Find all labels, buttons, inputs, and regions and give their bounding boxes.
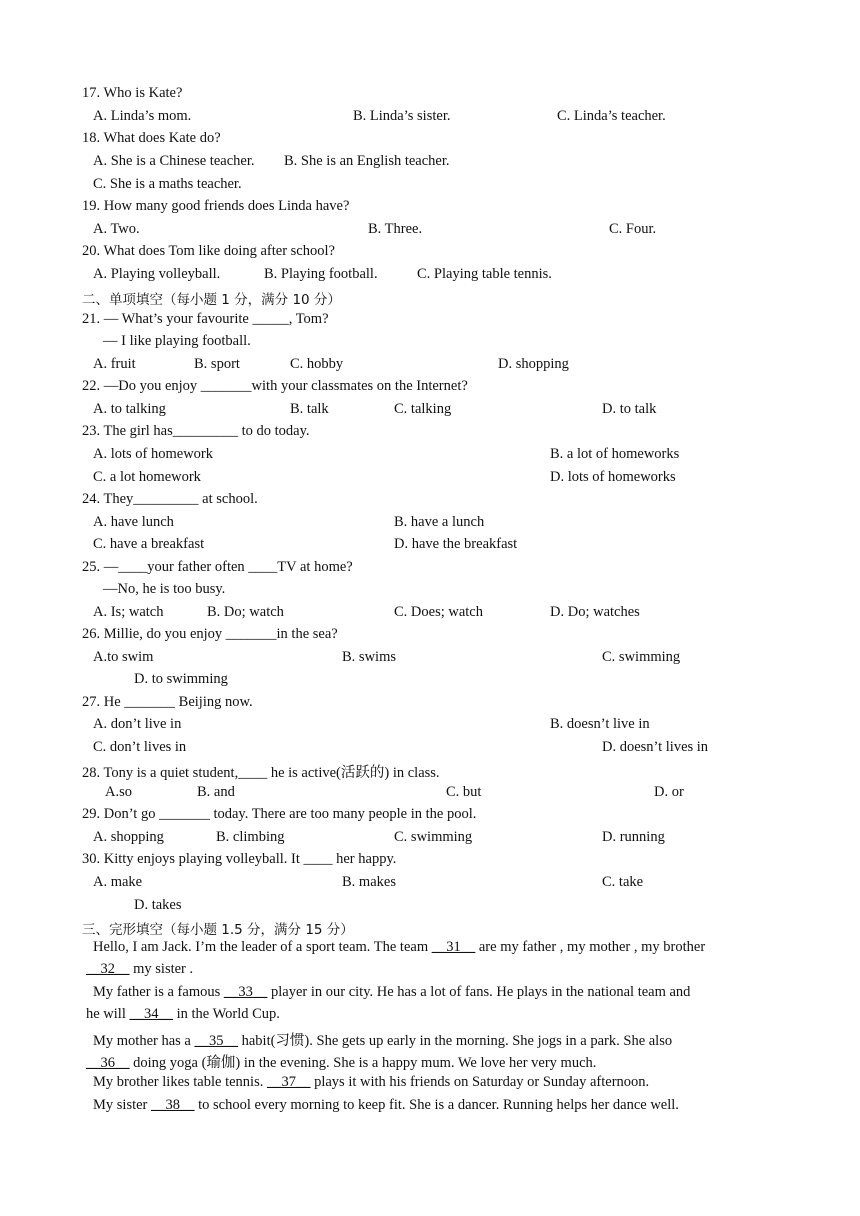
- option-a: A. lots of homework: [93, 446, 214, 462]
- option-b: B. She is an English teacher.: [284, 153, 450, 169]
- option-b: B. doesn’t live in: [550, 716, 650, 732]
- option-b: B. and: [197, 784, 235, 800]
- option-b: B. Do; watch: [207, 604, 284, 620]
- blank-31: __31__: [431, 939, 476, 955]
- passage-line: [93, 939, 705, 956]
- blank-32: __32__: [86, 961, 130, 977]
- question-stem: 21. — What’s your favourite _____, Tom?: [82, 311, 329, 327]
- question-stem: 19. How many good friends does Linda have?: [82, 198, 350, 214]
- section-heading: 二、单项填空（每小题 1 分，满分 10 分）: [82, 292, 341, 308]
- passage-text: in the World Cup.: [173, 1006, 280, 1022]
- passage-text: my sister .: [129, 961, 194, 977]
- option-d: D. lots of homeworks: [550, 469, 676, 485]
- option-d: D. Do; watches: [550, 604, 640, 620]
- option-c: C. She is a maths teacher.: [93, 176, 242, 192]
- question-stem: 20. What does Tom like doing after school?: [82, 243, 335, 259]
- option-c: C. Linda’s teacher.: [557, 108, 666, 124]
- passage-text: player in our city. He has a lot of fans. He plays in the national team and: [267, 984, 691, 1000]
- question-stem: 27. He _______ Beijing now.: [82, 694, 253, 710]
- passage-line: [86, 961, 193, 978]
- option-b: B. sport: [194, 356, 240, 372]
- option-c: C. Playing table tennis.: [417, 266, 552, 282]
- option-d: D. shopping: [498, 356, 569, 372]
- passage-text: doing yoga (瑜伽) in the evening. She is a happy mum. We love her very much.: [129, 1055, 597, 1071]
- option-b: B. makes: [342, 874, 396, 890]
- question-response: —No, he is too busy.: [103, 581, 226, 597]
- option-c: C. talking: [394, 401, 452, 417]
- option-a: A. She is a Chinese teacher.: [93, 153, 255, 169]
- question-stem: 22. —Do you enjoy _______with your classmates on the Internet?: [82, 378, 468, 394]
- blank-38: __38__: [151, 1097, 195, 1113]
- passage-text: My brother likes table tennis.: [93, 1074, 267, 1090]
- option-a: A. have lunch: [93, 514, 174, 530]
- question-stem: 17. Who is Kate?: [82, 85, 183, 101]
- option-c: C. swimming: [602, 649, 681, 665]
- option-b: B. talk: [290, 401, 329, 417]
- option-c: C. but: [446, 784, 482, 800]
- option-a: A. to talking: [93, 401, 166, 417]
- passage-text: habit(习惯). She gets up early in the morning. She jogs in a park. She also: [237, 1033, 673, 1049]
- option-c: C. a lot homework: [93, 469, 201, 485]
- passage-text: are my father , my mother , my brother: [475, 939, 706, 955]
- section-heading: 三、完形填空（每小题 1.5 分，满分 15 分）: [82, 922, 354, 938]
- question-stem: 30. Kitty enjoys playing volleyball. It ____ her happy.: [82, 851, 397, 867]
- blank-35: __35__: [194, 1033, 238, 1049]
- passage-line: [93, 1029, 672, 1050]
- blank-37: __37__: [266, 1074, 311, 1090]
- option-a: A. Linda’s mom.: [93, 108, 192, 124]
- blank-36: __36__: [86, 1055, 130, 1071]
- option-a: A. Playing volleyball.: [93, 266, 221, 282]
- question-stem: 23. The girl has_________ to do today.: [82, 423, 310, 439]
- option-c: C. take: [602, 874, 644, 890]
- passage-line: [93, 1097, 679, 1114]
- option-d: D. doesn’t lives in: [602, 739, 709, 755]
- passage-line: [86, 1051, 596, 1072]
- passage-text: Hello, I am Jack. I’m the leader of a sport team. The team: [93, 939, 432, 955]
- option-d: D. have the breakfast: [394, 536, 518, 552]
- question-stem: 24. They_________ at school.: [82, 491, 258, 507]
- option-a: A. fruit: [93, 356, 136, 372]
- option-c: C. swimming: [394, 829, 473, 845]
- question-stem: 28. Tony is a quiet student,____ he is active(活跃的) in class.: [82, 765, 440, 781]
- option-a: A. Is; watch: [93, 604, 164, 620]
- passage-text: My sister: [93, 1097, 151, 1113]
- question-response: — I like playing football.: [103, 333, 251, 349]
- option-a: A. Two.: [93, 221, 140, 237]
- option-c: C. don’t lives in: [93, 739, 187, 755]
- question-stem: 18. What does Kate do?: [82, 130, 221, 146]
- option-d: D. or: [654, 784, 684, 800]
- option-d: D. takes: [134, 897, 182, 913]
- question-stem: 25. —____your father often ____TV at home?: [82, 559, 353, 575]
- passage-line: [93, 984, 690, 1001]
- option-b: B. have a lunch: [394, 514, 485, 530]
- option-b: B. swims: [342, 649, 396, 665]
- option-d: D. to talk: [602, 401, 657, 417]
- option-a: A. don’t live in: [93, 716, 182, 732]
- passage-text: My mother has a: [93, 1033, 195, 1049]
- question-stem: 29. Don’t go _______ today. There are too many people in the pool.: [82, 806, 477, 822]
- option-d: D. to swimming: [134, 671, 228, 687]
- passage-text: he will: [86, 1006, 130, 1022]
- option-d: D. running: [602, 829, 665, 845]
- passage-line: [93, 1074, 649, 1091]
- option-c: C. hobby: [290, 356, 344, 372]
- option-c: C. have a breakfast: [93, 536, 205, 552]
- option-b: B. Linda’s sister.: [353, 108, 451, 124]
- option-a: A.so: [105, 784, 132, 800]
- option-c: C. Four.: [609, 221, 657, 237]
- passage-text: to school every morning to keep fit. She is a dancer. Running helps her dance well.: [194, 1097, 679, 1113]
- option-c: C. Does; watch: [394, 604, 483, 620]
- blank-34: __34__: [129, 1006, 173, 1022]
- option-a: A. make: [93, 874, 143, 890]
- question-stem: 26. Millie, do you enjoy _______in the sea?: [82, 626, 338, 642]
- passage-text: plays it with his friends on Saturday or Sunday afternoon.: [310, 1074, 650, 1090]
- option-a: A.to swim: [93, 649, 154, 665]
- option-b: B. Playing football.: [264, 266, 378, 282]
- option-b: B. climbing: [216, 829, 285, 845]
- blank-33: __33__: [223, 984, 268, 1000]
- passage-line: [86, 1006, 280, 1023]
- passage-text: My father is a famous: [93, 984, 224, 1000]
- option-b: B. a lot of homeworks: [550, 446, 680, 462]
- option-a: A. shopping: [93, 829, 164, 845]
- option-b: B. Three.: [368, 221, 423, 237]
